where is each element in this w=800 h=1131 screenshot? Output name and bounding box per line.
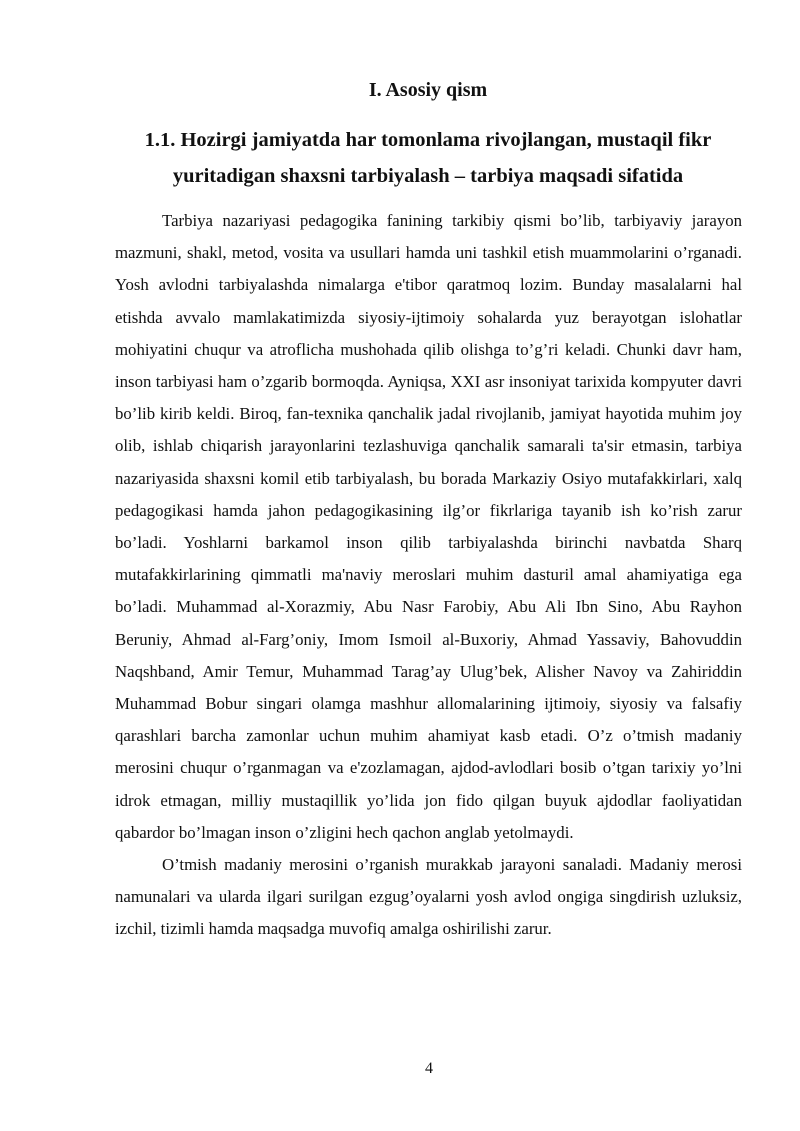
body-text <box>115 205 742 946</box>
section-title: I. Asosiy qism <box>368 79 488 101</box>
subsection-title: 1.1. Hozirgi jamiyatda har tomonlama rivojlangan, mustaqil fikr yuritadigan shaxsni tarbiyalash – tarbiya maqsadi sifatida <box>144 129 712 187</box>
paragraph: O’tmish madaniy merosini o’rganish murakkab jarayoni sanaladi. Madaniy merosi namunalari va ularda ilgari surilgan ezgug’oyalarni yosh avlod ongiga singdirish uzluksiz, izchil, tizimli hamda maqsadga muvofiq amalga oshirilishi zarur. <box>115 855 742 939</box>
page-number: 4 <box>425 1060 433 1077</box>
paragraph: Tarbiya nazariyasi pedagogika fanining tarkibiy qismi bo’lib, tarbiyaviy jarayon mazmuni, shakl, metod, vosita va usullari hamda uni tashkil etish muammolarini o’rganadi. Yosh avlodni tarbiyalashda nimalarga e'tibor qaratmoq lozim. Bunday masalalarni hal etishda avvalo mamlakatimizda siyosiy-ijtimoiy sohalarda yuz berayotgan islohatlar mohiyatini chuqur va atroflicha mushohada qilib olishga to’g’ri keladi. Chunki davr ham, inson tarbiyasi ham o’zgarib bormoqda. Ayniqsa, XXI asr insoniyat tarixida kompyuter davri bo’lib kirib keldi. Biroq, fan-texnika qanchalik jadal rivojlanib, jamiyat hayotida muhim joy olib, ishlab chiqarish jarayonlarini tezlashuviga qanchalik samarali ta'sir etmasin, tarbiya nazariyasida shaxsni komil etib tarbiyalash, bu borada Markaziy Osiyo mutafakkirlari, xalq pedagogikasi hamda jahon pedagogikasining ilg’or fikrlariga tayanib ish ko’rish zarur bo’ladi. Yoshlarni barkamol inson qilib tarbiyalashda birinchi navbatda Sharq mutafakkirlarining qimmatli ma'naviy meroslari muhim dasturil amal ahamiyatiga ega bo’ladi. Muhammad al-Xorazmiy, Abu Nasr Farobiy, Abu Ali Ibn Sino, Abu Rayhon Beruniy, Ahmad al-Farg’oniy, Imom Ismoil al-Buxoriy, Ahmad Yassaviy, Bahovuddin Naqshband, Amir Temur, Muhammad Tarag’ay Ulug’bek, Alisher Navoy va Zahiriddin Muhammad Bobur singari olamga mashhur allomalarining ijtimoiy, siyosiy va falsafiy qarashlari barcha zamonlar uchun muhim ahamiyat kasb etadi. O’z o’tmish madaniy merosini chuqur o’rganmagan va e'zozlamagan, ajdod-avlodlari bosib o’tgan tarixiy yo’lni idrok etmagan, milliy mustaqillik yo’lida jon fido qilgan buyuk ajdodlar faoliyatidan qabardor bo’lmagan inson o’zligini hech qachon anglab yetolmaydi. <box>115 211 742 842</box>
